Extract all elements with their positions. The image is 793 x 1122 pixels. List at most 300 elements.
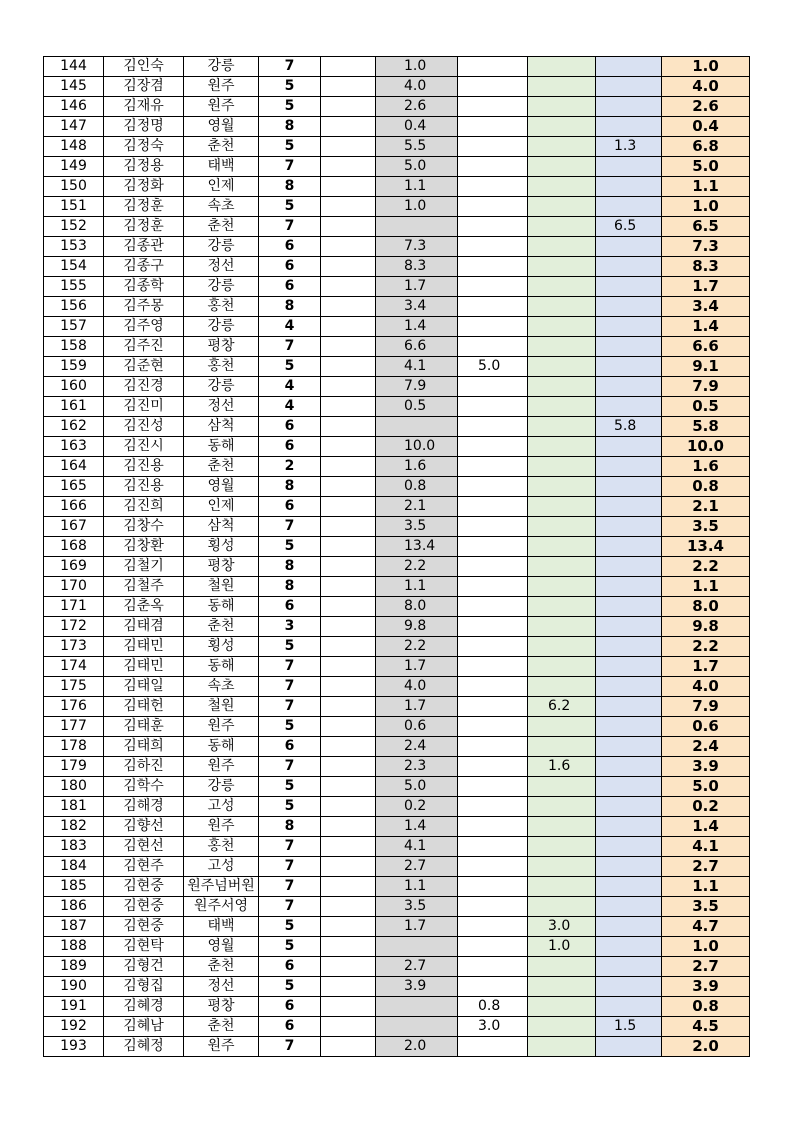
empty-cell (321, 77, 376, 97)
row-number: 171 (44, 597, 104, 617)
value-b (458, 217, 528, 237)
grade: 6 (259, 597, 321, 617)
total: 3.9 (662, 977, 750, 997)
empty-cell (321, 137, 376, 157)
person-name: 김진시 (104, 437, 184, 457)
empty-cell (321, 777, 376, 797)
total: 5.0 (662, 777, 750, 797)
value-c (528, 857, 596, 877)
value-c: 3.0 (528, 917, 596, 937)
value-b (458, 457, 528, 477)
value-b (458, 977, 528, 997)
empty-cell (321, 737, 376, 757)
total: 13.4 (662, 537, 750, 557)
value-d (596, 77, 662, 97)
total: 1.7 (662, 277, 750, 297)
row-number: 186 (44, 897, 104, 917)
empty-cell (321, 117, 376, 137)
region: 춘천 (184, 457, 259, 477)
region: 원주 (184, 757, 259, 777)
grade: 7 (259, 1037, 321, 1057)
value-a: 1.7 (376, 697, 458, 717)
table-row (44, 497, 750, 517)
value-c (528, 977, 596, 997)
row-number: 177 (44, 717, 104, 737)
value-c: 6.2 (528, 697, 596, 717)
grade: 5 (259, 797, 321, 817)
grade: 6 (259, 437, 321, 457)
value-a: 2.7 (376, 957, 458, 977)
person-name: 김창수 (104, 517, 184, 537)
grade: 5 (259, 97, 321, 117)
table-row (44, 997, 750, 1017)
person-name: 김현탁 (104, 937, 184, 957)
value-d: 1.3 (596, 137, 662, 157)
total: 1.1 (662, 177, 750, 197)
row-number: 153 (44, 237, 104, 257)
table-row (44, 117, 750, 137)
value-d (596, 57, 662, 77)
value-a: 0.6 (376, 717, 458, 737)
grade: 7 (259, 877, 321, 897)
table-row (44, 937, 750, 957)
empty-cell (321, 377, 376, 397)
value-a: 5.5 (376, 137, 458, 157)
value-b (458, 497, 528, 517)
value-a: 4.1 (376, 837, 458, 857)
person-name: 김재유 (104, 97, 184, 117)
grade: 5 (259, 197, 321, 217)
person-name: 김정명 (104, 117, 184, 137)
value-c (528, 717, 596, 737)
total: 1.4 (662, 817, 750, 837)
region: 속초 (184, 197, 259, 217)
value-b (458, 277, 528, 297)
value-d (596, 837, 662, 857)
grade: 8 (259, 817, 321, 837)
region: 원주 (184, 817, 259, 837)
empty-cell (321, 357, 376, 377)
row-number: 192 (44, 1017, 104, 1037)
grade: 6 (259, 277, 321, 297)
grade: 7 (259, 337, 321, 357)
grade: 5 (259, 637, 321, 657)
value-b (458, 517, 528, 537)
person-name: 김형집 (104, 977, 184, 997)
value-a: 1.7 (376, 657, 458, 677)
region: 강릉 (184, 237, 259, 257)
empty-cell (321, 697, 376, 717)
value-a: 0.8 (376, 477, 458, 497)
grade: 7 (259, 657, 321, 677)
value-a: 1.4 (376, 317, 458, 337)
value-d (596, 337, 662, 357)
grade: 7 (259, 697, 321, 717)
grade: 5 (259, 537, 321, 557)
value-b (458, 477, 528, 497)
value-a: 2.2 (376, 637, 458, 657)
region: 평창 (184, 337, 259, 357)
grade: 6 (259, 997, 321, 1017)
region: 태백 (184, 157, 259, 177)
total: 1.0 (662, 937, 750, 957)
region: 춘천 (184, 217, 259, 237)
table-row (44, 317, 750, 337)
region: 원주서영 (184, 897, 259, 917)
grade: 5 (259, 937, 321, 957)
total: 3.5 (662, 517, 750, 537)
row-number: 147 (44, 117, 104, 137)
value-c (528, 297, 596, 317)
total: 4.1 (662, 837, 750, 857)
value-c (528, 457, 596, 477)
total: 7.3 (662, 237, 750, 257)
value-c (528, 357, 596, 377)
person-name: 김주진 (104, 337, 184, 357)
value-a: 2.3 (376, 757, 458, 777)
region: 철원 (184, 697, 259, 717)
table-row (44, 557, 750, 577)
person-name: 김주영 (104, 317, 184, 337)
table-row (44, 417, 750, 437)
value-d (596, 697, 662, 717)
value-c (528, 257, 596, 277)
total: 1.1 (662, 577, 750, 597)
value-c (528, 657, 596, 677)
row-number: 150 (44, 177, 104, 197)
value-d (596, 277, 662, 297)
value-a: 4.0 (376, 77, 458, 97)
empty-cell (321, 157, 376, 177)
value-b (458, 337, 528, 357)
row-number: 182 (44, 817, 104, 837)
grade: 7 (259, 57, 321, 77)
value-d (596, 177, 662, 197)
region: 원주 (184, 1037, 259, 1057)
empty-cell (321, 997, 376, 1017)
value-c (528, 957, 596, 977)
table-row (44, 877, 750, 897)
value-a: 8.0 (376, 597, 458, 617)
person-name: 김준현 (104, 357, 184, 377)
value-c (528, 837, 596, 857)
value-a (376, 217, 458, 237)
total: 3.5 (662, 897, 750, 917)
row-number: 187 (44, 917, 104, 937)
total: 2.6 (662, 97, 750, 117)
empty-cell (321, 977, 376, 997)
person-name: 김혜경 (104, 997, 184, 1017)
person-name: 김태민 (104, 637, 184, 657)
region: 강릉 (184, 277, 259, 297)
total: 3.9 (662, 757, 750, 777)
region: 원주 (184, 717, 259, 737)
row-number: 146 (44, 97, 104, 117)
value-c (528, 137, 596, 157)
total: 6.6 (662, 337, 750, 357)
total: 8.0 (662, 597, 750, 617)
value-a: 10.0 (376, 437, 458, 457)
table-row (44, 917, 750, 937)
person-name: 김춘옥 (104, 597, 184, 617)
value-d (596, 977, 662, 997)
region: 동해 (184, 597, 259, 617)
value-d (596, 717, 662, 737)
empty-cell (321, 597, 376, 617)
value-a: 3.5 (376, 897, 458, 917)
table-row (44, 177, 750, 197)
grade: 2 (259, 457, 321, 477)
value-d (596, 577, 662, 597)
grade: 5 (259, 777, 321, 797)
empty-cell (321, 617, 376, 637)
person-name: 김진용 (104, 477, 184, 497)
row-number: 144 (44, 57, 104, 77)
row-number: 158 (44, 337, 104, 357)
value-b (458, 957, 528, 977)
empty-cell (321, 277, 376, 297)
row-number: 152 (44, 217, 104, 237)
person-name: 김정화 (104, 177, 184, 197)
empty-cell (321, 797, 376, 817)
grade: 7 (259, 157, 321, 177)
row-number: 148 (44, 137, 104, 157)
value-d (596, 377, 662, 397)
value-c (528, 597, 596, 617)
person-name: 김현중 (104, 897, 184, 917)
value-c (528, 157, 596, 177)
person-name: 김해경 (104, 797, 184, 817)
value-c (528, 497, 596, 517)
value-a: 4.1 (376, 357, 458, 377)
person-name: 김혜남 (104, 1017, 184, 1037)
person-name: 김학수 (104, 777, 184, 797)
total: 4.5 (662, 1017, 750, 1037)
value-a: 1.1 (376, 877, 458, 897)
table-row (44, 77, 750, 97)
row-number: 193 (44, 1037, 104, 1057)
value-d (596, 497, 662, 517)
row-number: 161 (44, 397, 104, 417)
value-b (458, 57, 528, 77)
region: 삼척 (184, 417, 259, 437)
value-a: 0.4 (376, 117, 458, 137)
grade: 8 (259, 177, 321, 197)
table-row (44, 337, 750, 357)
grade: 8 (259, 117, 321, 137)
value-a: 5.0 (376, 157, 458, 177)
value-b (458, 1037, 528, 1057)
person-name: 김형건 (104, 957, 184, 977)
value-d (596, 517, 662, 537)
table-row (44, 397, 750, 417)
grade: 8 (259, 557, 321, 577)
total: 8.3 (662, 257, 750, 277)
table-row (44, 657, 750, 677)
row-number: 190 (44, 977, 104, 997)
table-row (44, 57, 750, 77)
row-number: 189 (44, 957, 104, 977)
empty-cell (321, 397, 376, 417)
value-b (458, 177, 528, 197)
value-c (528, 1017, 596, 1037)
value-b (458, 697, 528, 717)
value-d (596, 557, 662, 577)
grade: 7 (259, 517, 321, 537)
value-d (596, 237, 662, 257)
value-b (458, 797, 528, 817)
value-a (376, 937, 458, 957)
value-a: 9.8 (376, 617, 458, 637)
value-b (458, 377, 528, 397)
row-number: 145 (44, 77, 104, 97)
total: 7.9 (662, 697, 750, 717)
value-d (596, 297, 662, 317)
empty-cell (321, 497, 376, 517)
total: 1.4 (662, 317, 750, 337)
region: 삼척 (184, 517, 259, 537)
empty-cell (321, 197, 376, 217)
person-name: 김종관 (104, 237, 184, 257)
grade: 6 (259, 237, 321, 257)
person-name: 김태민 (104, 657, 184, 677)
value-a: 3.4 (376, 297, 458, 317)
value-d (596, 777, 662, 797)
region: 강릉 (184, 777, 259, 797)
value-b (458, 297, 528, 317)
value-c (528, 537, 596, 557)
value-d (596, 457, 662, 477)
empty-cell (321, 177, 376, 197)
value-b (458, 237, 528, 257)
value-c (528, 77, 596, 97)
value-b (458, 437, 528, 457)
table-row (44, 377, 750, 397)
value-c (528, 437, 596, 457)
table-row (44, 777, 750, 797)
person-name: 김종학 (104, 277, 184, 297)
value-c (528, 237, 596, 257)
value-b (458, 397, 528, 417)
value-c (528, 477, 596, 497)
empty-cell (321, 97, 376, 117)
table-row (44, 797, 750, 817)
person-name: 김향선 (104, 817, 184, 837)
empty-cell (321, 757, 376, 777)
value-d (596, 857, 662, 877)
value-c (528, 217, 596, 237)
region: 홍천 (184, 357, 259, 377)
table-row (44, 717, 750, 737)
value-b (458, 717, 528, 737)
value-b (458, 157, 528, 177)
table-row (44, 617, 750, 637)
value-d (596, 657, 662, 677)
person-name: 김현중 (104, 917, 184, 937)
row-number: 181 (44, 797, 104, 817)
grade: 6 (259, 737, 321, 757)
row-number: 166 (44, 497, 104, 517)
empty-cell (321, 437, 376, 457)
value-d (596, 117, 662, 137)
region: 홍천 (184, 297, 259, 317)
value-b (458, 257, 528, 277)
value-d (596, 957, 662, 977)
region: 정선 (184, 257, 259, 277)
empty-cell (321, 317, 376, 337)
value-a: 1.0 (376, 197, 458, 217)
empty-cell (321, 577, 376, 597)
value-c (528, 737, 596, 757)
value-d (596, 317, 662, 337)
region: 고성 (184, 857, 259, 877)
region: 횡성 (184, 637, 259, 657)
value-b: 5.0 (458, 357, 528, 377)
region: 강릉 (184, 57, 259, 77)
empty-cell (321, 1037, 376, 1057)
region: 원주넘버원 (184, 877, 259, 897)
value-a: 2.0 (376, 1037, 458, 1057)
person-name: 김주몽 (104, 297, 184, 317)
value-d (596, 1037, 662, 1057)
total: 10.0 (662, 437, 750, 457)
grade: 7 (259, 837, 321, 857)
person-name: 김종구 (104, 257, 184, 277)
value-d (596, 397, 662, 417)
empty-cell (321, 517, 376, 537)
person-name: 김혜정 (104, 1037, 184, 1057)
total: 0.8 (662, 477, 750, 497)
value-c: 1.0 (528, 937, 596, 957)
table-row (44, 1037, 750, 1057)
empty-cell (321, 937, 376, 957)
region: 영월 (184, 117, 259, 137)
value-c (528, 97, 596, 117)
total: 1.0 (662, 57, 750, 77)
value-b (458, 817, 528, 837)
table-row (44, 437, 750, 457)
total: 7.9 (662, 377, 750, 397)
value-c (528, 577, 596, 597)
value-a: 3.5 (376, 517, 458, 537)
empty-cell (321, 477, 376, 497)
value-a (376, 1017, 458, 1037)
value-b: 0.8 (458, 997, 528, 1017)
empty-cell (321, 717, 376, 737)
grade: 4 (259, 397, 321, 417)
region: 평창 (184, 557, 259, 577)
row-number: 188 (44, 937, 104, 957)
grade: 4 (259, 317, 321, 337)
table-row (44, 757, 750, 777)
row-number: 191 (44, 997, 104, 1017)
region: 정선 (184, 977, 259, 997)
row-number: 183 (44, 837, 104, 857)
table-row (44, 357, 750, 377)
person-name: 김진경 (104, 377, 184, 397)
empty-cell (321, 557, 376, 577)
grade: 8 (259, 297, 321, 317)
total: 2.7 (662, 957, 750, 977)
value-d (596, 997, 662, 1017)
total: 0.2 (662, 797, 750, 817)
value-c (528, 877, 596, 897)
grade: 7 (259, 677, 321, 697)
person-name: 김진희 (104, 497, 184, 517)
empty-cell (321, 217, 376, 237)
region: 영월 (184, 937, 259, 957)
table-row (44, 257, 750, 277)
